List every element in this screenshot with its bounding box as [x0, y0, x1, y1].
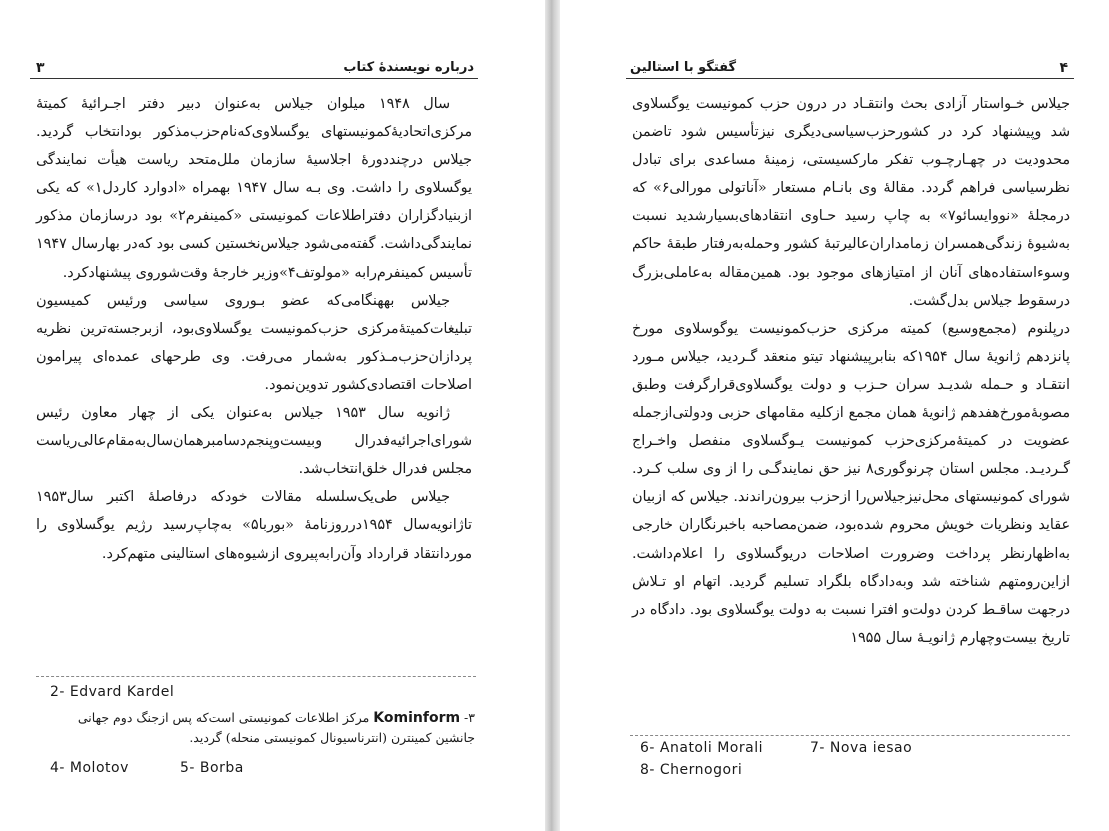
left-paragraph-3: ژانویه سال ۱۹۵۳ جیلاس به‌عنوان یکی از چهار معاون رئیس شورای‌اجرائیه‌فدرال وبیست‌وپنجم‌دسامبر‌همان‌سال‌به‌مقام‌عالی‌ریاست مجلس فدرال خلق‌انتخاب‌شد. [36, 405, 472, 478]
footnote-8: 8- Chernogori [640, 762, 743, 778]
footnote-5: 5- Borba [180, 760, 244, 776]
footnote-4: 4- Molotov [50, 760, 129, 776]
right-page-body [632, 90, 1070, 652]
right-page-header [626, 58, 1074, 79]
book-gutter [545, 0, 560, 831]
left-book-page [0, 0, 545, 831]
left-paragraph-4: جیلاس طی‌یک‌سلسله مقالات خودکه درفاصلهٔ اکتبر سال۱۹۵۳ تاژانویه‌سال ۱۹۵۴درروزنامهٔ «بوربا۵» به‌چاپ‌رسید رژیم یوگسلاوی را موردانتقاد قرارداد وآن‌رابه‌پیروی ازشیوه‌های استالینی متهم‌کرد. [36, 489, 472, 562]
right-paragraph-1: جیلاس خـواستار آزادی بحث وانتقـاد در درون حزب کمونیست یوگسلاوی شد وپیشنهاد کرد در کشورحزب‌سیاسی‌دیگری نیزتأسیس شود تاضمن محدودیت در چهـارچـوب تفکر مارکسیستی، زمینهٔ مساعدی برای تبادل نظرسیاسی فراهم گردد. مقالهٔ وی بانـام مستعار «آناتولی مورالی۶» که درمجلهٔ «نووایسائو۷» به چاپ رسید حـاوی انتقادهای‌بسیارشدید نسبت به‌شیوهٔ زندگی‌همسران زمامداران‌عالیرتبهٔ کشور وحمله‌به‌رفتار طبقهٔ حاکم وسوءاستفاده‌های آنان از امتیازهای موجود بود. همین‌مقاله به‌عاملی‌بزرگ درسقوط جیلاس بدل‌گشت. [632, 96, 1071, 309]
left-footnote-divider [36, 676, 476, 677]
right-running-title: گفتگو با استالین [630, 60, 737, 75]
left-page-body [36, 90, 472, 568]
footnote-7: 7- Nova iesao [810, 740, 913, 756]
footnote-2: 2- Edvard Kardel [50, 684, 175, 700]
left-running-title: درباره نویسندهٔ کتاب [343, 60, 474, 75]
footnote-3-marker: ۳- [464, 710, 475, 725]
right-book-page [560, 0, 1109, 831]
footnote-3-text: مرکز اطلاعات کمونیستی است‌که پس ازجنگ دوم جهانی جانشین کمینترن (انترناسیونال کمونیستی منحله) گردید. [77, 710, 475, 745]
right-paragraph-2: درپلنوم (مجمع‌وسیع) کمیته مرکزی حزب‌کمونیست یوگوسلاوی مورخ پانزدهم ژانویهٔ سال ۱۹۵۴که بنابرپیشنهاد تیتو منعقد گـردید، جیلاس مـورد انتقـاد و حـمله شدیـد سران حـزب و دولت یوگسلاوی‌قرارگرفت وطبق مصوبهٔ‌مورخ‌هفدهم ژانویهٔ همان مجمع ازکلیه مقامهای حزبی ودولتی‌ازجمله عضویت در کمیتهٔ‌مرکزی‌حزب کمونیست یـوگسلاوی منفصل واخـراج گـردیـد. مجلس استان چرنوگوری۸ نیز حق نمایندگـی را از وی سلب کـرد. شورای کمونیستهای محل‌نیزجیلاس‌را ازحزب بیرون‌راندند. جیلاس که ازبیان عقاید ونظریات خویش محروم شده‌بود، ضمن‌مصاحبه باخبرنگاران خارجی به‌اظهارنظر پرداخت وضرورت اصلاحات دریوگسلاوی را اعلام‌داشت. ازاین‌رومتهم شناخته شد وبه‌دادگاه بلگراد تسلیم گردید. اتهام او تـلاش درجهت ساقـط کردن دولت‌و افترا نسبت به دولت یوگسلاوی بود. دادگاه در تاریخ بیست‌وچهارم ژانویـهٔ سال ۱۹۵۵ [632, 320, 1070, 646]
left-page-number: ۳ [36, 60, 45, 76]
footnote-3 [50, 708, 475, 747]
footnote-3-latin: Kominform [373, 710, 461, 726]
right-page-number: ۴ [1059, 60, 1068, 76]
left-paragraph-1: سال ۱۹۴۸ میلوان جیلاس به‌عنوان دبیر دفتر اجـرائیهٔ کمیتهٔ مرکزی‌اتحادیهٔ‌کمونیستهای یوگسلاوی‌که‌نام‌حزب‌مذکور بود‌انتخاب گردید. جیلاس درچنددورهٔ اجلاسیهٔ سازمان ملل‌متحد ریاست هیأت نمایندگی یوگسلاوی را داشت. وی بـه سال ۱۹۴۷ بهمراه «ادوارد کاردل۱» که یکی ازبنیادگزاران دفتراطلاعات کمونیستی «کمینفرم۲» بود درسازمان مذکور نمایندگی‌داشت. گفته‌می‌شود جیلاس‌نخستین کسی بود که‌در بهارسال ۱۹۴۷ تأسیس کمینفرم‌رابه «مولوتف۴»وزیر خارجهٔ وقت‌شوروی پیشنهاد‌کرد. [36, 96, 472, 281]
right-footnote-divider [630, 735, 1070, 736]
left-page-header [30, 58, 478, 79]
footnote-6: 6- Anatoli Morali [640, 740, 763, 756]
left-paragraph-2: جیلاس بههنگامی‌که عضو بـوروی سیاسی ورئیس کمیسیون تبلیغات‌کمیتهٔ‌مرکزی حزب‌کمونیست یوگسلاوی‌بود، ازبرجسته‌ترین نظریه پردازان‌حزب‌مـذکور به‌شمار می‌رفت. وی طرحهای عمده‌ای پیرامون اصلاحات اقتصادی‌کشور تدوین‌نمود. [36, 292, 472, 393]
